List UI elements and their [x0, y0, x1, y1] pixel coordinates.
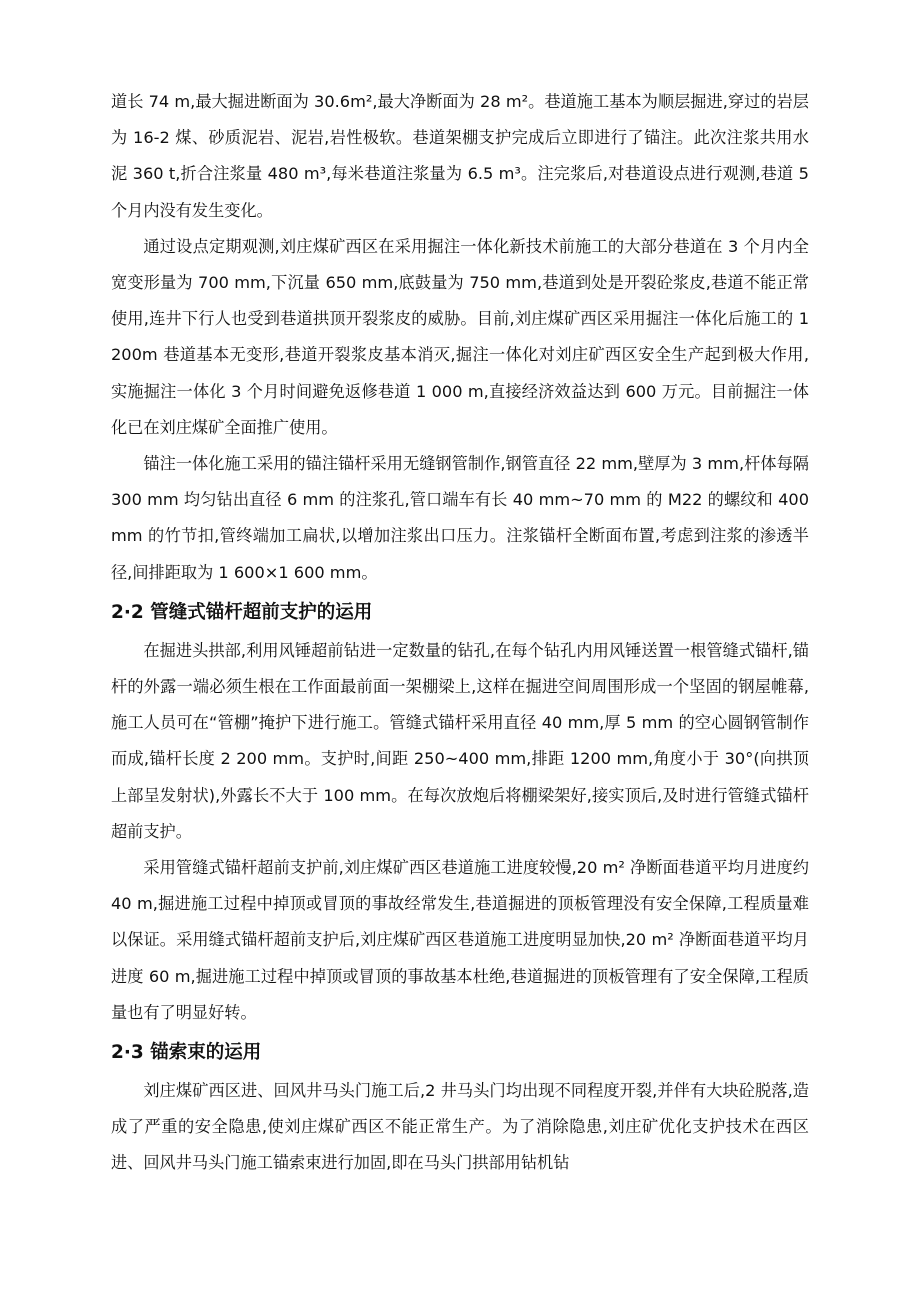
- paragraph-1: 道长 74 m,最大掘进断面为 30.6m²,最大净断面为 28 m²。巷道施工基本为顺层掘进,穿过的岩层为 16-2 煤、砂质泥岩、泥岩,岩性极软。巷道架棚支护完成后立即进行了锚注。此次注浆共用水泥 360 t,折合注浆量 480 m³,每米巷道注浆量为 6.5 m³。注完浆后,对巷道设点进行观测,巷道 5 个月内没有发生变化。: [111, 92, 809, 220]
- paragraph-5: 采用管缝式锚杆超前支护前,刘庄煤矿西区巷道施工进度较慢,20 m² 净断面巷道平均月进度约 40 m,掘进施工过程中掉顶或冒顶的事故经常发生,巷道掘进的顶板管理没有安全保障,工程质量难以保证。采用缝式锚杆超前支护后,刘庄煤矿西区巷道施工进度明显加快,20 m² 净断面巷道平均月进度 60 m,掘进施工过程中掉顶或冒顶的事故基本杜绝,巷道掘进的顶板管理有了安全保障,工程质量也有了明显好转。: [111, 858, 809, 1022]
- paragraph-2: 通过设点定期观测,刘庄煤矿西区在采用掘注一体化新技术前施工的大部分巷道在 3 个月内全宽变形量为 700 mm,下沉量 650 mm,底鼓量为 750 mm,巷道到处是开裂砼浆皮,巷道不能正常使用,连井下行人也受到巷道拱顶开裂浆皮的威胁。目前,刘庄煤矿西区采用掘注一体化后施工的 1 200m 巷道基本无变形,巷道开裂浆皮基本消灭,掘注一体化对刘庄矿西区安全生产起到极大作用,实施掘注一体化 3 个月时间避免返修巷道 1 000 m,直接经济效益达到 600 万元。目前掘注一体化已在刘庄煤矿全面推广使用。: [111, 236, 809, 437]
- section-heading-2-2: 2·2 管缝式锚杆超前支护的运用: [111, 601, 373, 623]
- paragraph-3: 锚注一体化施工采用的锚注锚杆采用无缝钢管制作,钢管直径 22 mm,壁厚为 3 mm,杆体每隔 300 mm 均匀钻出直径 6 mm 的注浆孔,管口端车有长 40 mm~70 mm 的 M22 的螺纹和 400 mm 的竹节扣,管终端加工扁状,以增加注浆出口压力。注浆锚杆全断面布置,考虑到注浆的渗透半径,间排距取为 1 600×1 600 mm。: [111, 454, 809, 582]
- paragraph-4: 在掘进头拱部,利用风锤超前钻进一定数量的钻孔,在每个钻孔内用风锤送置一根管缝式锚杆,锚杆的外露一端必须生根在工作面最前面一架棚梁上,这样在掘进空间周围形成一个坚固的钢屋帷幕,施工人员可在“管棚”掩护下进行施工。管缝式锚杆采用直径 40 mm,厚 5 mm 的空心圆钢管制作而成,锚杆长度 2 200 mm。支护时,间距 250~400 mm,排距 1200 mm,角度小于 30°(向拱顶上部呈发射状),外露长不大于 100 mm。在每次放炮后将棚梁架好,接实顶后,及时进行管缝式锚杆超前支护。: [111, 640, 809, 841]
- section-heading-2-3: 2·3 锚索束的运用: [111, 1042, 262, 1064]
- paragraph-6: 刘庄煤矿西区进、回风井马头门施工后,2 井马头门均出现不同程度开裂,并伴有大块砼脱落,造成了严重的安全隐患,使刘庄煤矿西区不能正常生产。为了消除隐患,刘庄矿优化支护技术在西区进、回风井马头门施工锚索束进行加固,即在马头门拱部用钻机钻: [111, 1081, 809, 1173]
